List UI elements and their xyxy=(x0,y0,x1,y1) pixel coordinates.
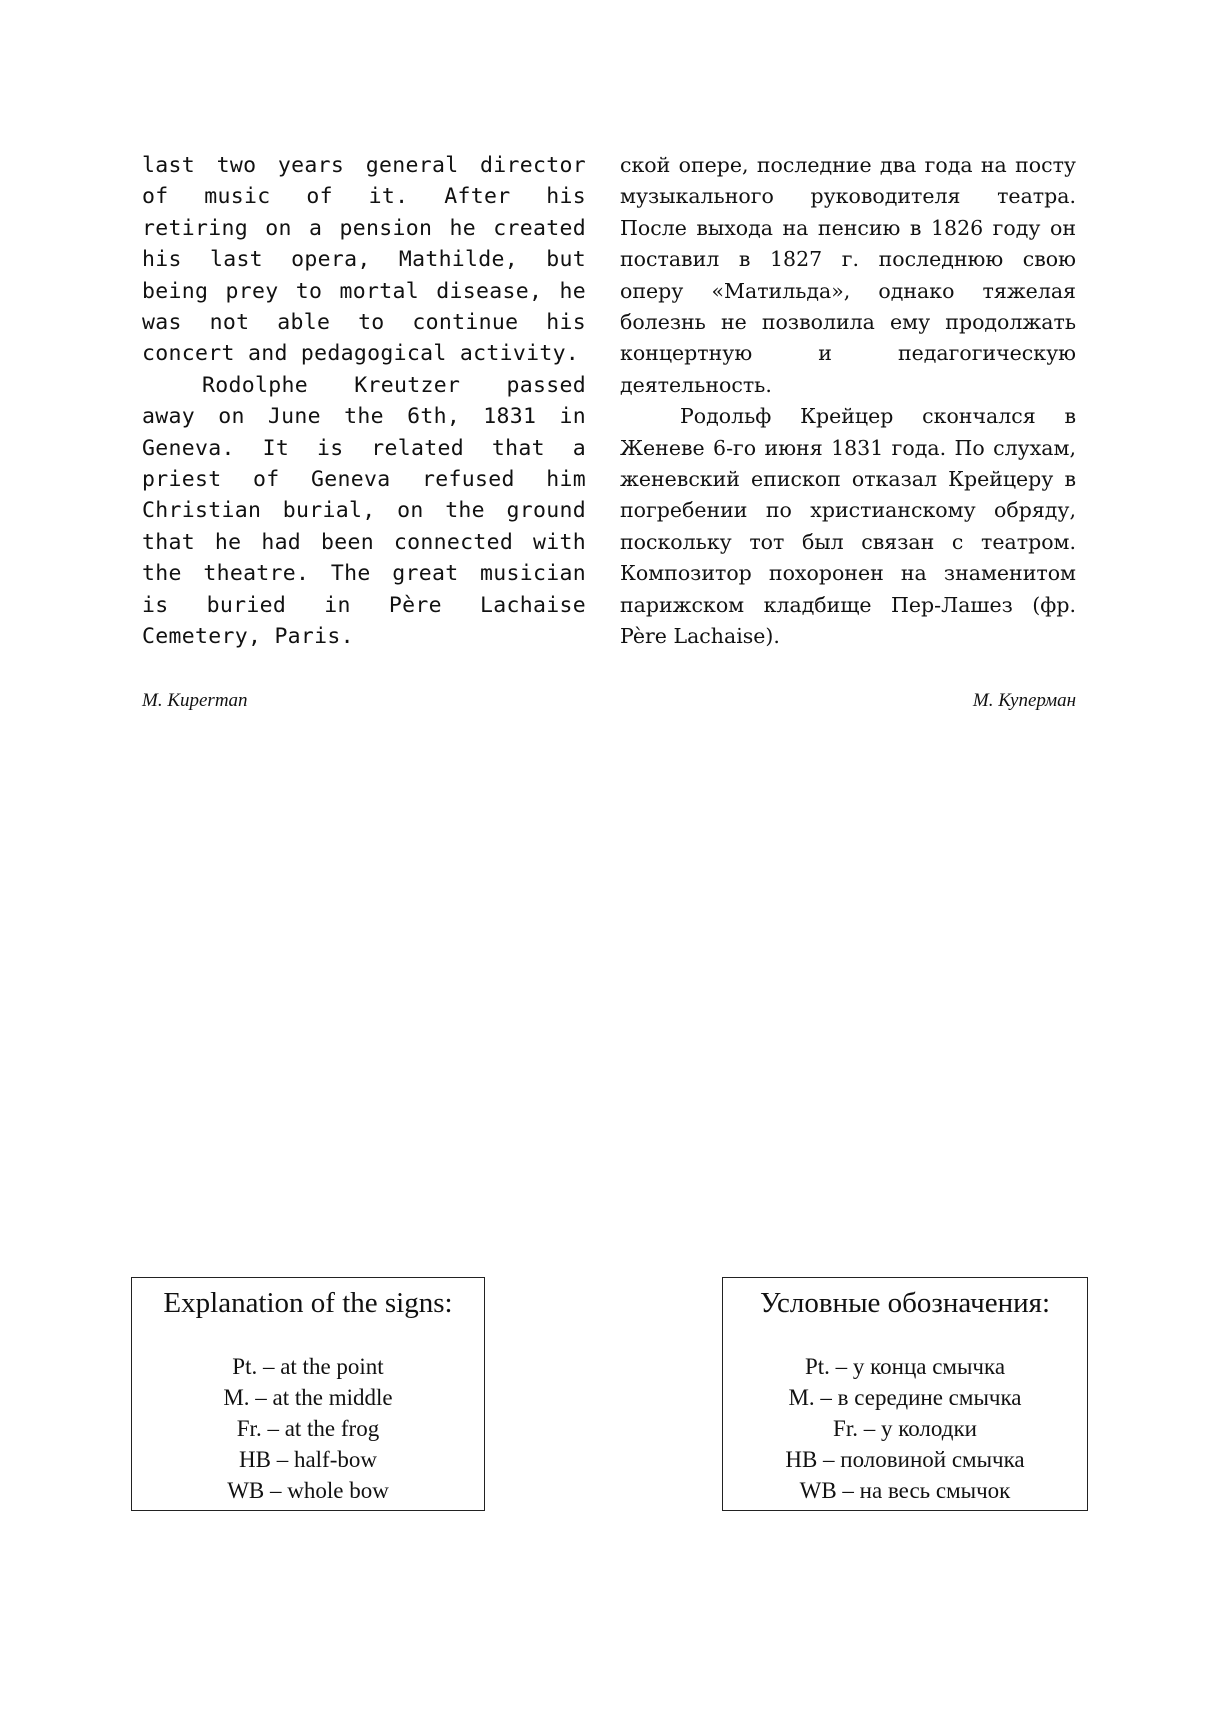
russian-column xyxy=(620,150,1076,653)
english-column xyxy=(142,150,586,653)
legend-item: HB – половиной смычка xyxy=(785,1447,1025,1472)
legend-item: M. – в середине смычка xyxy=(788,1385,1022,1410)
english-signature: M. Kuperman xyxy=(142,690,248,711)
russian-paragraph-1: ской опере, последние два года на посту музыкального руководителя театра. После выхода на пенсию в 1826 году он поставил в 1827 г. последнюю свою оперу «Матильда», однако тяжелая болезнь не позволила ему продолжать концертную и педагогическую деятельность. xyxy=(620,153,1076,397)
legend-list-russian xyxy=(723,1351,1087,1506)
legend-item: M. – at the middle xyxy=(223,1385,393,1410)
russian-signature: М. Куперман xyxy=(972,690,1076,711)
legend-item: Pt. – у конца смычка xyxy=(804,1354,1006,1379)
russian-paragraph-2: Родольф Крейцер скончался в Женеве 6-го июня 1831 года. По слухам, женевский епископ отказал Крейцеру в погребении по христианскому обряду, поскольку тот был связан с театром. Композитор похоронен на знаменитом парижском кладбище Пер-Лашез (фр. Père Lachaise). xyxy=(620,404,1076,649)
legend-box-english xyxy=(131,1277,485,1511)
legend-item: Pt. – at the point xyxy=(232,1354,384,1379)
legend-item: WB – на весь смычок xyxy=(799,1478,1011,1503)
legend-item: Fr. – у колодки xyxy=(833,1416,977,1441)
legend-box-russian xyxy=(722,1277,1088,1511)
legend-title-english: Explanation of the signs: xyxy=(163,1287,453,1319)
legend-item: Fr. – at the frog xyxy=(236,1416,380,1441)
english-paragraph-2: Rodolphe Kreutzer passed away on June the 6th, 1831 in Geneva. It is related that a priest of Geneva refused him Christian burial, on the ground that he had been connected with the theatre. The great musician is buried in Père Lachaise Cemetery, Paris. xyxy=(142,372,586,650)
legend-list-english xyxy=(132,1351,484,1506)
legend-item: WB – whole bow xyxy=(227,1478,389,1503)
legend-title-russian: Условные обозначения: xyxy=(759,1287,1051,1319)
legend-item: HB – half-bow xyxy=(239,1447,377,1472)
english-paragraph-1: last two years general director of music of it. After his retiring on a pension he created his last opera, Mathilde, but being prey to mortal disease, he was not able to continue his concert and pedagogical activity. xyxy=(142,153,586,367)
